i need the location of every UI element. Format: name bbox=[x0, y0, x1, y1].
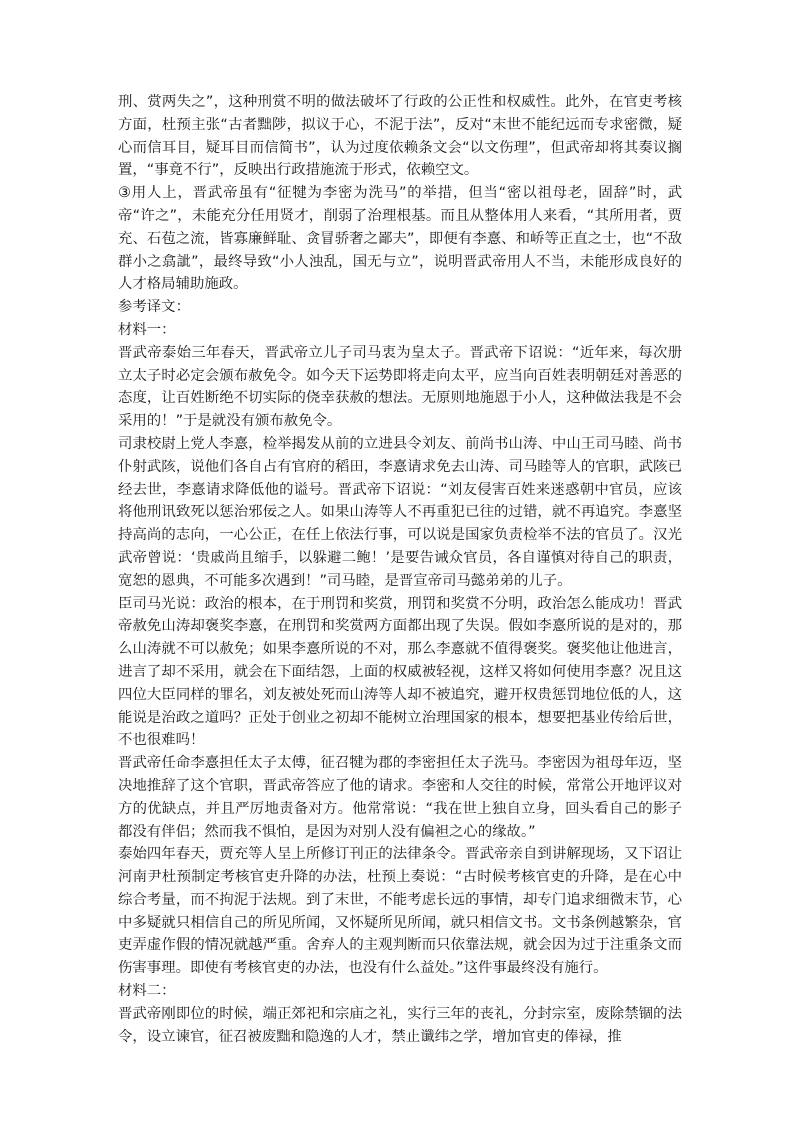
heading-reference-translation: 参考译文： bbox=[118, 299, 190, 316]
document-page bbox=[118, 91, 682, 1048]
paragraph-sima-guang-comment: 臣司马光说：政治的根本，在于刑罚和奖赏，刑罚和奖赏不分明，政治怎么能成功！晋武帝赦免山涛却褒奖李憙，在刑罚和奖赏两方面都出现了失误。假如李憙所说的是对的，那么山涛就不可以赦免；如果李憙所说的不对，那么李憙就不值得褒奖。褒奖他让他进言，进言了却不采用，就会在下面结怨，上面的权威被轻视，这样又将如何使用李憙？况且这四位大臣同样的罪名，刘友被处死而山涛等人却不被追究，避开权贵惩罚地位低的人，这能说是治政之道吗？正处于创业之初却不能树立治理国家的根本，想要把基业传给后世，不也很难吗！ bbox=[118, 595, 682, 749]
paragraph-crown-prince: 晋武帝泰始三年春天，晋武帝立儿子司马衷为皇太子。晋武帝下诏说：“近年来，每次册立太子时必定会颁布赦免令。如今天下运势即将走向太平，应当向百姓表明朝廷对善恶的态度，让百姓断绝不切实际的侥幸获赦的想法。无原则地施恩于小人，这种做法我是不会采用的！”于是就没有颁布赦免令。 bbox=[118, 344, 682, 430]
heading-material-one: 材料一： bbox=[118, 321, 176, 338]
paragraph-emperor-accession: 晋武帝刚即位的时候，端正郊祀和宗庙之礼，实行三年的丧礼，分封宗室，废除禁锢的法令，设立谏官，征召被废黜和隐逸的人才，禁止谶纬之学，增加官吏的俸禄，推 bbox=[118, 1005, 682, 1045]
paragraph-li-xi-impeachment: 司隶校尉上党人李憙，检举揭发从前的立进县令刘友、前尚书山涛、中山王司马睦、尚书仆射武陔，说他们各自占有官府的稻田，李憙请求免去山涛、司马睦等人的官职，武陔已经去世，李憙请求降低他的谥号。晋武帝下诏说：“刘友侵害百姓来迷惑朝中官员，应该将他刑讯致死以惩治邪佞之人。如果山涛等人不再重犯已往的过错，就不再追究。李憙坚持高尚的志向，一心公正，在任上依法行事，可以说是国家负责检举不法的官员了。汉光武帝曾说：‘贵戚尚且缩手，以躲避二鲍！’是要告诫众官员，各自谨慎对待自己的职责，宽恕的恩典，不可能多次遇到！”司马睦，是晋宣帝司马懿弟弟的儿子。 bbox=[118, 435, 682, 589]
paragraph-du-yu: 泰始四年春天，贾充等人呈上所修订刊正的法律条令。晋武帝亲自到讲解现场，又下诏让河南尹杜预制定考核官吏升降的办法，杜预上奏说：“古时候考核官吏的升降，是在心中综合考量，而不拘泥于法规。到了末世，不能考虑长远的事情，却专门追求细微末节，心中多疑就只相信自己的所见所闻，又怀疑所见所闻，就只相信文书。文书条例越繁杂，官吏弄虚作假的情况就越严重。舍弃人的主观判断而只依靠法规，就会因为过于注重条文而伤害事理。即使有考核官吏的办法，也没有什么益处。”这件事最终没有施行。 bbox=[118, 846, 682, 977]
paragraph-li-mi: 晋武帝任命李憙担任太子太傅，征召犍为郡的李密担任太子洗马。李密因为祖母年迈，坚决地推辞了这个官职，晋武帝答应了他的请求。李密和人交往的时候，常常公开地评议对方的优缺点，并且严厉地责备对方。他常常说：“我在世上独自立身，回头看自己的影子都没有伴侣；然而我不惧怕，是因为对别人没有偏袒之心的缘故。” bbox=[118, 755, 682, 840]
paragraph-penalty-reward: 刑、赏两失之”，这种刑赏不明的做法破坏了行政的公正性和权威性。此外，在官吏考核方面，杜预主张“古者黜陟，拟议于心，不泥于法”，反对“末世不能纪远而专求密微，疑心而信耳目，疑耳目而信简书”，认为过度依赖条文会“以文伤理”，但武帝却将其奏议搁置，“事竟不行”，反映出行政措施流于形式，依赖空文。 bbox=[118, 94, 682, 179]
paragraph-employment: ③用人上，晋武帝虽有“征犍为李密为洗马”的举措，但当“密以祖母老，固辞”时，武帝“许之”，未能充分任用贤才，削弱了治理根基。而且从整体用人来看，“其所用者，贾充、石苞之流，皆寡廉鲜耻、贪冒骄奢之鄙夫”，即便有李憙、和峤等正直之士，也“不敌群小之翕訿”，最终导致“小人浊乱，国无与立”，说明晋武帝用人不当，未能形成良好的人才格局辅助施政。 bbox=[118, 185, 682, 293]
heading-material-two: 材料二： bbox=[118, 983, 176, 1000]
